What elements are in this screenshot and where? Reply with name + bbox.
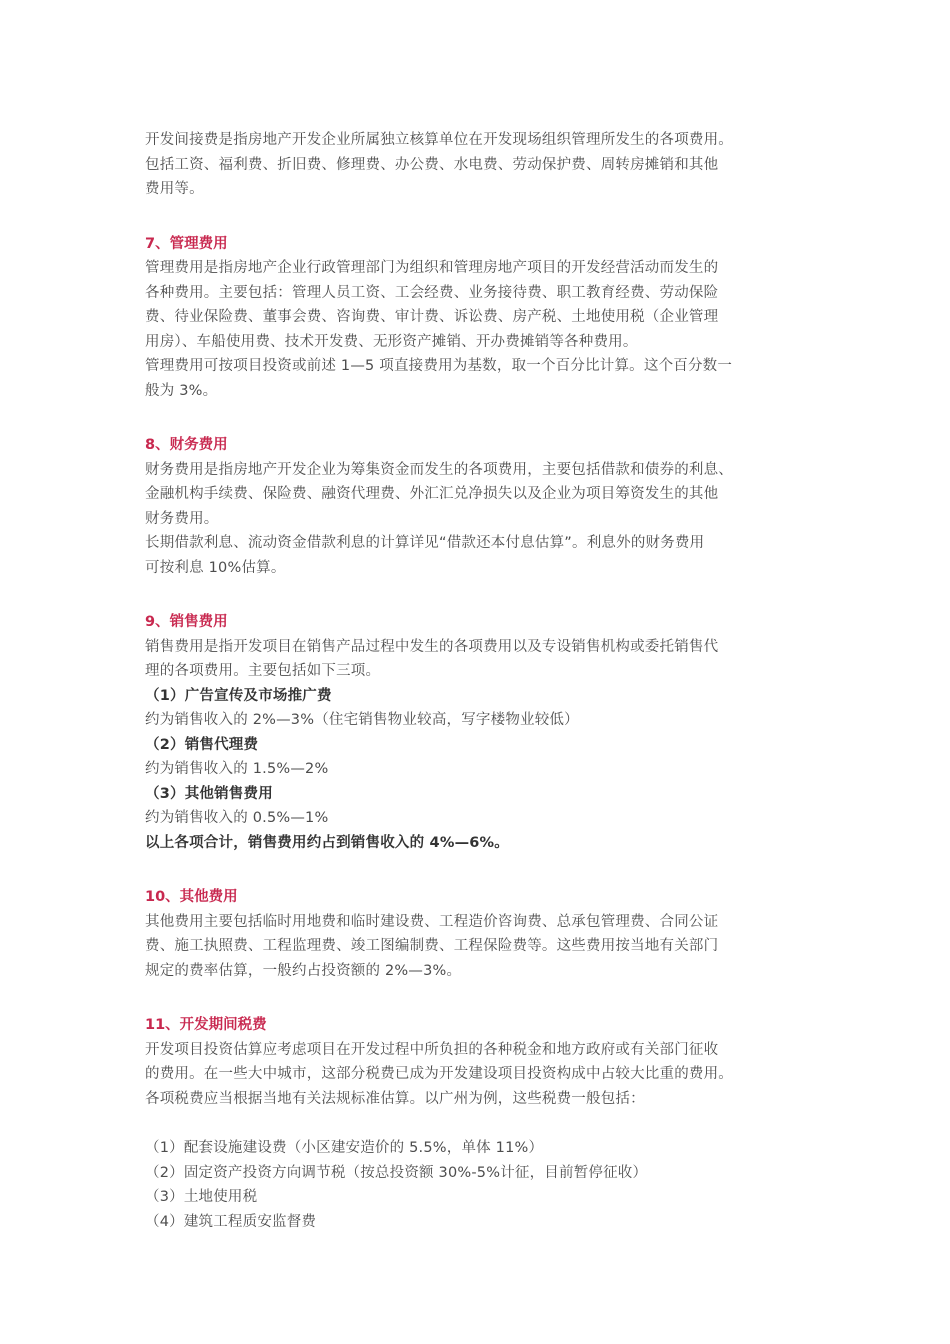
text-line: 包括工资、福利费、折旧费、修理费、办公费、水电费、劳动保护费、周转房摊销和其他 bbox=[145, 156, 719, 173]
section-management-fees bbox=[145, 232, 815, 404]
list-item: （4）建筑工程质安监督费 bbox=[145, 1213, 317, 1230]
text-line: 费、施工执照费、工程监理费、竣工图编制费、工程保险费等。这些费用按当地有关部门 bbox=[145, 938, 719, 954]
text-line: 各种费用。主要包括：管理人员工资、工会经费、业务接待费、职工教育经费、劳动保险 bbox=[145, 284, 719, 301]
subitem-heading: （3）其他销售费用 bbox=[145, 785, 273, 802]
text-line: 约为销售收入的 0.5%—1% bbox=[145, 810, 329, 826]
text-line: 般为 3%。 bbox=[145, 382, 218, 399]
text-line: 各项税费应当根据当地有关法规标准估算。以广州为例，这些税费一般包括： bbox=[145, 1090, 645, 1107]
list-item: （3）土地使用税 bbox=[145, 1189, 258, 1205]
section-heading: 8、财务费用 bbox=[145, 437, 228, 453]
summary-line: 以上各项合计，销售费用约占到销售收入的 4%—6%。 bbox=[145, 834, 509, 851]
text-line: 管理费用是指房地产企业行政管理部门为组织和管理房地产项目的开发经营活动而发生的 bbox=[145, 260, 719, 276]
section-sales-fees bbox=[145, 610, 815, 855]
text-line: 财务费用。 bbox=[145, 510, 219, 527]
document-page bbox=[145, 128, 815, 1234]
section-other-fees bbox=[145, 885, 815, 983]
text-line: 费、待业保险费、董事会费、咨询费、审计费、诉讼费、房产税、土地使用税（企业管理 bbox=[145, 309, 719, 325]
text-line: 规定的费率估算，一般约占投资额的 2%—3%。 bbox=[145, 962, 462, 979]
text-line: 开发间接费是指房地产开发企业所属独立核算单位在开发现场组织管理所发生的各项费用。 bbox=[145, 132, 733, 148]
section-heading: 10、其他费用 bbox=[145, 889, 238, 905]
text-line: 销售费用是指开发项目在销售产品过程中发生的各项费用以及专设销售机构或委托销售代 bbox=[145, 638, 719, 655]
section-heading: 11、开发期间税费 bbox=[145, 1017, 267, 1033]
subitem-heading: （2）销售代理费 bbox=[145, 736, 259, 753]
section-heading: 7、管理费用 bbox=[145, 235, 228, 252]
section-heading: 9、销售费用 bbox=[145, 614, 228, 630]
section-financial-fees bbox=[145, 433, 815, 580]
text-line: 的费用。在一些大中城市，这部分税费已成为开发建设项目投资构成中占较大比重的费用。 bbox=[145, 1066, 733, 1082]
subitem-heading: （1）广告宣传及市场推广费 bbox=[145, 687, 332, 704]
text-line: 其他费用主要包括临时用地费和临时建设费、工程造价咨询费、总承包管理费、合同公证 bbox=[145, 913, 719, 930]
text-line: 用房）、车船使用费、技术开发费、无形资产摊销、开办费摊销等各种费用。 bbox=[145, 333, 638, 350]
text-line: 约为销售收入的 1.5%—2% bbox=[145, 761, 329, 777]
list-item: （2）固定资产投资方向调节税（按总投资额 30%-5%计征，目前暂停征收） bbox=[145, 1164, 648, 1181]
text-line: 可按利息 10%估算。 bbox=[145, 559, 286, 576]
list-item: （1）配套设施建设费（小区建安造价的 5.5%，单体 11%） bbox=[145, 1140, 544, 1156]
intro-paragraph bbox=[145, 128, 815, 202]
section-development-taxes bbox=[145, 1013, 815, 1234]
text-line: 财务费用是指房地产开发企业为筹集资金而发生的各项费用，主要包括借款和债券的利息、 bbox=[145, 461, 733, 478]
text-line: 理的各项费用。主要包括如下三项。 bbox=[145, 663, 381, 679]
text-line: 管理费用可按项目投资或前述 1—5 项直接费用为基数，取一个百分比计算。这个百分数一 bbox=[145, 358, 733, 374]
text-line: 费用等。 bbox=[145, 181, 204, 197]
text-line: 开发项目投资估算应考虑项目在开发过程中所负担的各种税金和地方政府或有关部门征收 bbox=[145, 1041, 719, 1058]
text-line: 长期借款利息、流动资金借款利息的计算详见“借款还本付息估算”。利息外的财务费用 bbox=[145, 535, 705, 551]
text-line: 约为销售收入的 2%—3%（住宅销售物业较高，写字楼物业较低） bbox=[145, 712, 579, 728]
text-line: 金融机构手续费、保险费、融资代理费、外汇汇兑净损失以及企业为项目筹资发生的其他 bbox=[145, 486, 719, 502]
